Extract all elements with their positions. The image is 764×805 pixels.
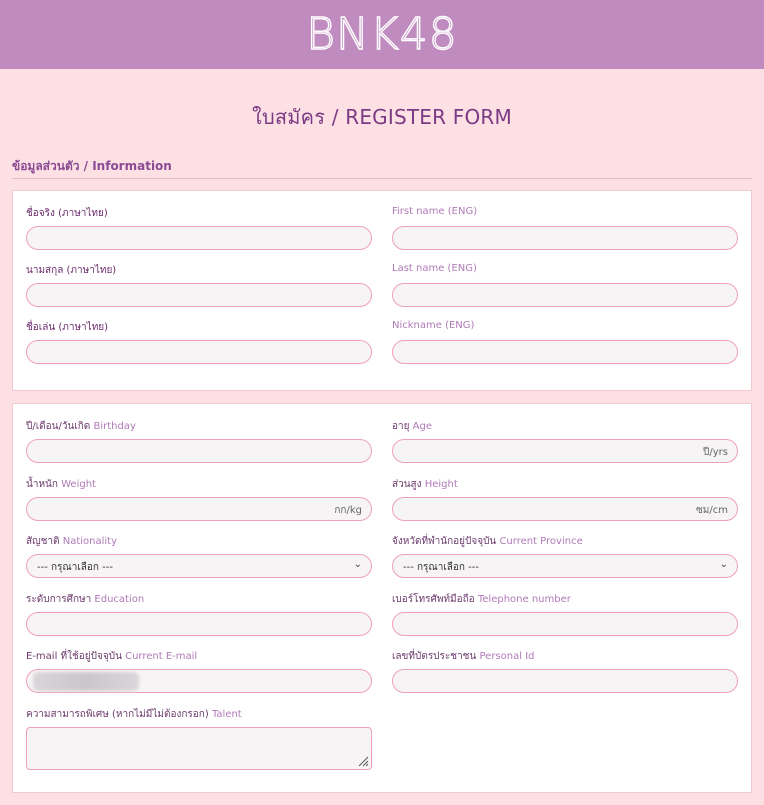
personal-id-input[interactable] — [392, 669, 738, 693]
last-name-th-label: นามสกุล (ภาษาไทย) — [26, 265, 117, 276]
talent-label-th: ความสามารถพิเศษ (หากไม่มีไม่ต้องกรอก) — [26, 708, 209, 720]
nationality-label-en: Nationality — [62, 536, 118, 547]
page-title: ใบสมัคร / REGISTER FORM — [252, 105, 512, 129]
talent-label — [26, 707, 372, 721]
first-name-th-label: ชื่อจริง (ภาษาไทย) — [26, 208, 108, 219]
nationality-select[interactable] — [26, 554, 372, 578]
height-label — [392, 477, 738, 491]
email-label-th: E-mail ที่ใช้อยู่ปัจจุบัน — [26, 651, 122, 662]
age-label-th: อายุ — [392, 421, 410, 432]
weight-unit: กก/kg — [334, 504, 362, 516]
weight-label — [26, 477, 372, 491]
birthday-label-th: ปี/เดือน/วันเกิด — [26, 421, 91, 432]
weight-label-th: น้ำหนัก — [26, 478, 58, 490]
redacted-email-value — [33, 672, 139, 691]
education-label — [26, 592, 372, 606]
province-select[interactable] — [392, 554, 738, 578]
age-input[interactable] — [392, 439, 738, 463]
province-label-en: Current Province — [499, 536, 583, 547]
telephone-label-en: Telephone number — [477, 593, 571, 605]
education-label-th: ระดับการศึกษา — [26, 593, 92, 605]
education-input[interactable] — [26, 612, 372, 636]
chevron-down-icon: ⌄ — [719, 559, 728, 570]
nickname-th-input[interactable] — [26, 340, 372, 364]
nationality-selected: --- กรุณาเลือก --- — [37, 562, 113, 573]
telephone-input[interactable] — [392, 612, 738, 636]
province-label — [392, 534, 738, 548]
telephone-label-th: เบอร์โทรศัพท์มือถือ — [392, 593, 475, 605]
details-fields-card — [12, 403, 752, 793]
email-label-en: Current E-mail — [125, 651, 198, 662]
height-label-en: Height — [424, 478, 458, 490]
nickname-en-input[interactable] — [392, 340, 738, 364]
weight-input[interactable] — [26, 497, 372, 521]
age-unit: ปี/yrs — [703, 447, 728, 458]
personal-id-label-th: เลขที่บัตรประชาชน — [392, 651, 477, 662]
resize-grip-icon[interactable] — [357, 755, 369, 767]
height-label-th: ส่วนสูง — [392, 478, 422, 490]
first-name-th-input[interactable] — [26, 226, 372, 250]
last-name-th-input[interactable] — [26, 283, 372, 307]
talent-textarea[interactable] — [26, 727, 372, 770]
height-input[interactable] — [392, 497, 738, 521]
telephone-label — [392, 592, 738, 606]
age-label-en: Age — [412, 421, 433, 432]
talent-label-en: Talent — [211, 708, 242, 720]
site-header — [0, 0, 764, 69]
province-label-th: จังหวัดที่พำนักอยู่ปัจจุบัน — [392, 536, 497, 547]
email-label — [26, 649, 372, 663]
age-label — [392, 419, 738, 433]
personal-id-label-en: Personal Id — [479, 651, 535, 662]
nickname-en-label: Nickname (ENG) — [392, 320, 475, 331]
personal-id-label — [392, 649, 738, 663]
weight-label-en: Weight — [61, 478, 96, 490]
section-heading-information: ข้อมูลส่วนตัว / Information — [12, 157, 752, 179]
nickname-th-label: ชื่อเล่น (ภาษาไทย) — [26, 322, 109, 333]
education-label-en: Education — [94, 593, 145, 605]
province-selected: --- กรุณาเลือก --- — [403, 562, 479, 573]
last-name-en-label: Last name (ENG) — [392, 263, 477, 274]
last-name-en-input[interactable] — [392, 283, 738, 307]
name-fields-card — [12, 190, 752, 391]
birthday-input[interactable] — [26, 439, 372, 463]
nationality-label — [26, 534, 372, 548]
first-name-en-label: First name (ENG) — [392, 206, 478, 217]
first-name-en-input[interactable] — [392, 226, 738, 250]
birthday-label — [26, 419, 372, 433]
nationality-label-th: สัญชาติ — [26, 536, 60, 547]
height-unit: ซม/cm — [696, 504, 728, 516]
chevron-down-icon: ⌄ — [353, 559, 362, 570]
email-input[interactable] — [26, 669, 372, 693]
birthday-label-en: Birthday — [93, 421, 136, 432]
bnk48-logo[interactable]: BNK48 — [306, 9, 458, 60]
